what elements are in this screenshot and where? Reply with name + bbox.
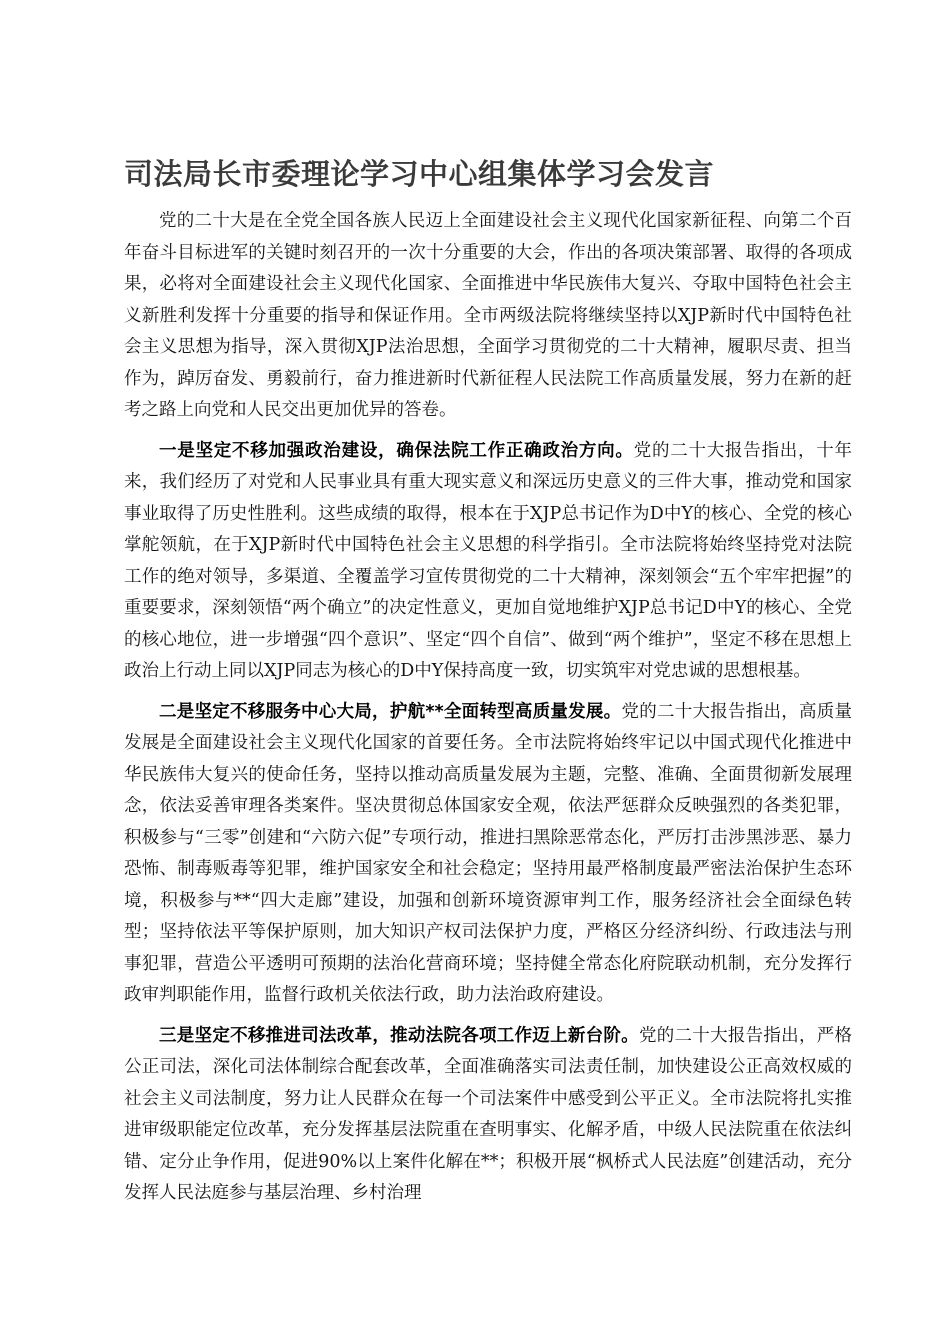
paragraph-text: 党的二十大报告指出，严格公正司法，深化司法体制综合配套改革，全面准确落实司法责任制，加快建设公正高效权威的社会主义司法制度，努力让人民群众在每一个司法案件中感受到公平正义。全市法院将扎实推进审级职能定位改革，充分发挥基层法院重在查明事实、化解矛盾，中级人民法院重在依法纠错、定分止争作用，促进90%以上案件化解在**；积极开展“枫桥式人民法庭”创建活动，充分发挥人民法庭参与基层治理、乡村治理 xyxy=(124,1025,853,1203)
paragraph-lead: 三是坚定不移推进司法改革，推动法院各项工作迈上新台阶。 xyxy=(159,1025,639,1046)
paragraph-text: 党的二十大报告指出，高质量发展是全面建设社会主义现代化国家的首要任务。全市法院将始终牢记以中国式现代化推进中华民族伟大复兴的使命任务，坚持以推动高质量发展为主题，完整、准确、全面贯彻新发展理念，依法妥善审理各类案件。坚决贯彻总体国家安全观，依法严惩群众反映强烈的各类犯罪，积极参与“三零”创建和“六防六促”专项行动，推进扫黑除恶常态化，严厉打击涉黑涉恶、暴力恐怖、制毒贩毒等犯罪，维护国家安全和社会稳定；坚持用最严格制度最严密法治保护生态环境，积极参与**“四大走廊”建设，加强和创新环境资源审判工作，服务经济社会全面绿色转型；坚持依法平等保护原则，加大知识产权司法保护力度，严格区分经济纠纷、行政违法与刑事犯罪，营造公平透明可预期的法治化营商环境；坚持健全常态化府院联动机制，充分发挥行政审判职能作用，监督行政机关依法行政，助力法治政府建设。 xyxy=(124,701,852,1005)
paragraph-lead: 一是坚定不移加强政治建设，确保法院工作正确政治方向。 xyxy=(159,440,634,461)
document-body xyxy=(124,206,852,1219)
paragraph-text: 党的二十大是在全党全国各族人民迈上全面建设社会主义现代化国家新征程、向第二个百年奋斗目标进军的关键时刻召开的一次十分重要的大会，作出的各项决策部署、取得的各项成果，必将对全面建设社会主义现代化国家、全面推进中华民族伟大复兴、夺取中国特色社会主义新胜利发挥十分重要的指导和保证作用。全市两级法院将继续坚持以XJP新时代中国特色社会主义思想为指导，深入贯彻XJP法治思想，全面学习贯彻党的二十大精神，履职尽责、担当作为，踔厉奋发、勇毅前行，奋力推进新时代新征程人民法院工作高质量发展，努力在新的赶考之路上向党和人民交出更加优异的答卷。 xyxy=(124,211,852,420)
paragraph-political-construction xyxy=(124,436,852,688)
paragraph-intro xyxy=(124,206,852,427)
paragraph-text: 党的二十大报告指出，十年来，我们经历了对党和人民事业具有重大现实意义和深远历史意义的三件大事，推动党和国家事业取得了历史性胜利。这些成绩的取得，根本在于XJP总书记作为D中Y的核心、全党的核心掌舵领航，在于XJP新时代中国特色社会主义思想的科学指引。全市法院将始终坚持党对法院工作的绝对领导，多渠道、全覆盖学习宣传贯彻党的二十大精神，深刻领会“五个牢牢把握”的重要要求，深刻领悟“两个确立”的决定性意义，更加自觉地维护XJP总书记D中Y的核心、全党的核心地位，进一步增强“四个意识”、坚定“四个自信”、做到“两个维护”，坚定不移在思想上政治上行动上同以XJP同志为核心的D中Y保持高度一致，切实筑牢对党忠诚的思想根基。 xyxy=(124,440,853,681)
paragraph-serve-central-task xyxy=(124,697,852,1012)
paragraph-judicial-reform xyxy=(124,1021,852,1210)
paragraph-lead: 二是坚定不移服务中心大局，护航**全面转型高质量发展。 xyxy=(159,701,622,722)
document-title: 司法局长市委理论学习中心组集体学习会发言 xyxy=(124,157,715,191)
